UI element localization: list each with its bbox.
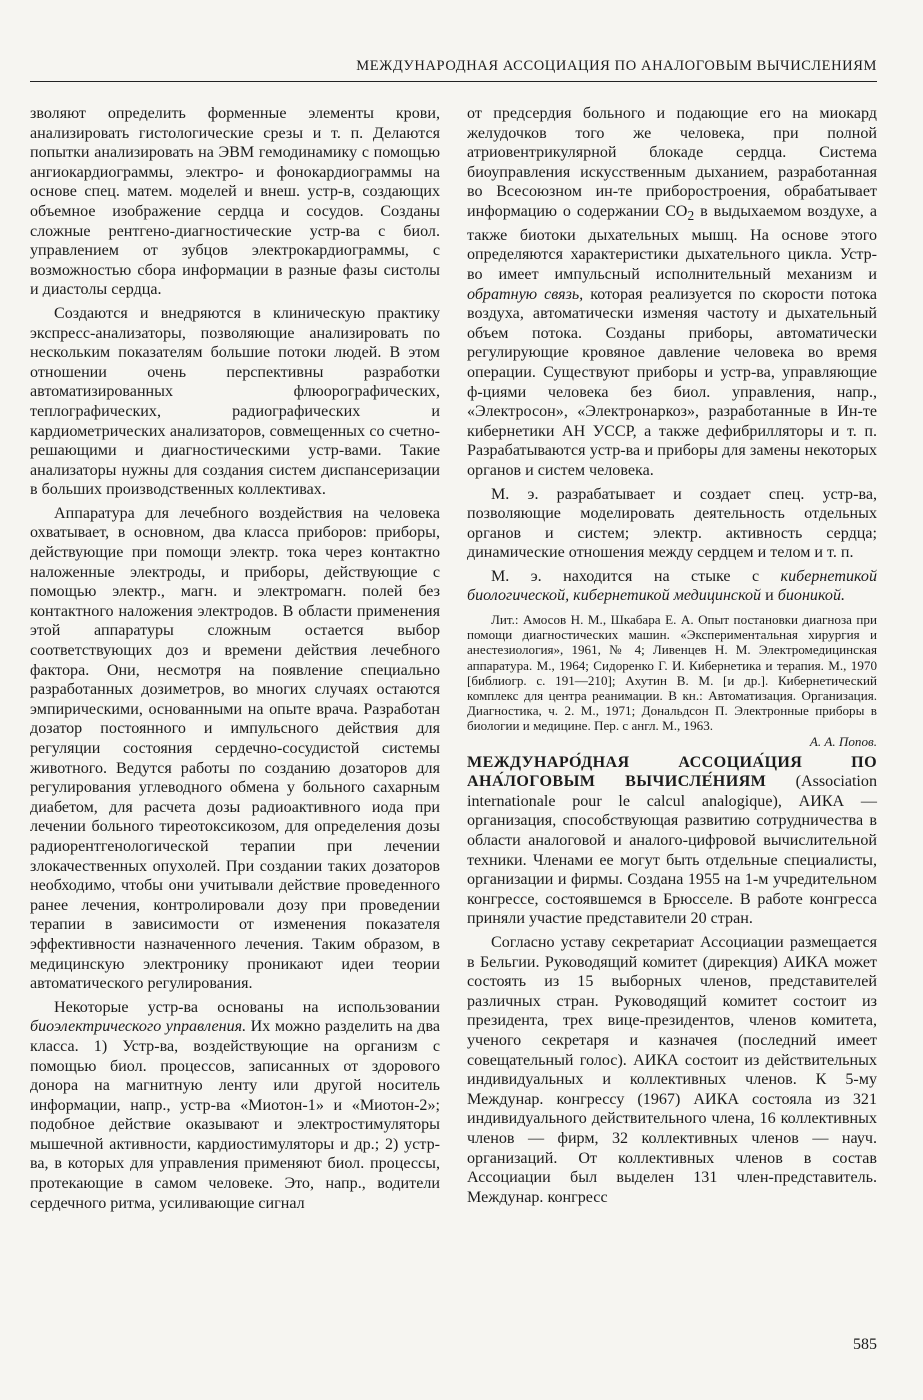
text-run: Их можно разделить на два класса. 1) Устр-ва, воздействующие на организм с помощью биол. процессов, записанных от здорового донора на магнитную ленту или другой носитель информации, напр., устр-ва «Миотон-1» и «Миотон-2»; подобное действие оказывают и электростимуляторы мышечной активности, кардиостимуляторы и др.; 2) устр-ва, в которых для управления применяют биол. процессы, протекающие в самом человеке. Это, напр., водители сердечного ритма, усиливающие сигнал <box>30 1018 440 1212</box>
paragraph <box>467 104 877 481</box>
italic-term: обратную связь, <box>467 285 584 303</box>
paragraph: Создаются и внедряются в клиническую практику экспресс-анализаторы, позволяющие анализировать по нескольким показателям большие потоки людей. В этом отношении очень перспективны разработки автоматизированных флюорографических, теплографических, радиографических и кардиометрических анализаторов, совмещенных со счетно-решающими и диагностическими устр-вами. Такие анализаторы нужны для создания систем диспансеризации в больших производственных коллективах. <box>30 304 440 499</box>
italic-term: бионикой. <box>777 587 846 605</box>
author-signature: А. А. Попов. <box>809 733 877 749</box>
running-header <box>30 58 877 82</box>
left-column <box>30 104 440 1213</box>
paragraph: Аппаратура для лечебного воздействия на человека охватывает, в основном, два класса приборов: приборы, действующие при помощи электр. тока через контактно наложенные электроды, и приборы, действующие с помощью электр., магн. и электромагн. полей без контактного наложения электродов. В области применения этой аппаратуры сложным остается выбор соответствующих доз и времени действия лечебного фактора. Они, несмотря на появление специально разработанных дозиметров, во многих случаях остаются эмпирическими, основанными на опыте врача. Разработан дозатор постоянного и импульсного действия для регуляции состояния сердечно-сосудистой системы животного. Ведутся работы по созданию дозаторов для регулирования углеводного обмена у больного сахарным диабетом, для расчета дозы радиоактивного иода при лечении больного тиреотоксикозом, для определения дозы радиорентгенологической терапии при лечении злокачественных опухолей. При создании таких дозаторов необходимо, чтобы они учитывали действие проведенного ранее лечения, контролировали дозу при проведении терапии в зависимости от изменения показателя эффективности назначенного лечения. Таким образом, в медицинскую электронику проникают идеи теории автоматического регулирования. <box>30 504 440 993</box>
subscript: 2 <box>687 208 695 224</box>
text-run: и <box>761 587 778 605</box>
text-run: в выдыхаемом воздухе, а также биотоки дыхательных мышц. На основе этого определяются характеристики дыхательного цикла. Устр-во имеет импульсный исполнительный механизм и <box>467 202 877 283</box>
text-run: которая реализуется по скорости потока воздуха, автоматически изменяя частоту и дыхательный объем потока. Созданы приборы, автоматически регулирующие кровяное давление человека во время операции. Существуют приборы и устр-ва, управляющие ф-циями человека без биол. управления, напр., «Электросон», «Электронаркоз», разработанные в Ин-те кибернетики АН УССР, а также дефибрилляторы и т. п. Разрабатываются устр-ва и приборы для замены некоторых органов и систем человека. <box>467 285 878 479</box>
references: Лит.: Амосов Н. М., Шкабара Е. А. Опыт постановки диагноза при помощи диагностических машин. «Экспериментальная хирургия и анестезиология», 1961, № 4; Ливенцев Н. М. Электромедицинская аппаратура. М., 1964; Сидоренко Г. И. Кибернетика и терапия. М., 1970 [библиогр. с. 191—210]; Ахутин В. М. [и др.]. Кибернетический комплекс для центра реанимации. В кн.: Автоматизация. Организация. Диагностика, ч. 2. М., 1971; Дональдсон П. Электронные приборы в биологии и медицине. Пер. с англ. М., 1963. <box>467 612 877 734</box>
text-run: от предсердия больного и подающие его на миокард желудочков того же человека, при полной атриовентрикулярной блокаде сердца. Система биоуправления искусственным дыханием, разработанная во Всесоюзном ин-те приборостроения, обрабатывает информацию о содержании CO <box>467 105 877 220</box>
entry-body: (Association internationale pour le calcul analogique), АИКА — организация, способствующая развитию сотрудничества в области аналоговой и аналого-цифровой вычислительной техники. Членами ее могут быть отдельные специалисты, организации и фирмы. Создана 1955 на 1-м учредительном конгрессе, состоявшемся в Брюсселе. В работе конгресса приняли участие представители 20 стран. <box>467 773 877 928</box>
paragraph: Согласно уставу секретариат Ассоциации размещается в Бельгии. Руководящий комитет (дирекция) АИКА может состоять из 15 выборных членов, представителей различных стран. Руководящий комитет состоит из президента, трех вице-президентов, членов комитета, ученого секретаря и казначея (последний имеет совещательный голос). АИКА состоит из действительных индивидуальных и коллективных членов. К 5-му Междунар. конгрессу (1967) АИКА состояла из 321 индивидуального действительного члена, 16 коллективных членов — фирм, 32 коллективных членов — науч. организаций. От коллективных членов в состав Ассоциации был выделен 131 член-представитель. Междунар. конгресс <box>467 934 877 1206</box>
encyclopedia-entry <box>467 753 877 929</box>
italic-term: кибернетикой биологической, кибернетикой медицинской <box>467 567 877 605</box>
paragraph <box>30 998 440 1214</box>
right-column <box>467 104 877 1207</box>
text-run: Некоторые устр-ва основаны на использовании <box>54 998 440 1016</box>
italic-term: биоэлектрического управления. <box>30 1018 247 1036</box>
paragraph: зволяют определить форменные элементы крови, анализировать гистологические срезы и т. п. Делаются попытки анализировать на ЭВМ гемодинамику с помощью ангиокардиограммы, электро- и фонокардиограммы на основе спец. матем. моделей и внеш. устр-в, создающих объемное изображение сердца и сосудов. Созданы сложные рентгено-диагностические устр-ва с биол. управлением от зубцов электрокардиограммы, с возможностью сбора информации в разные фазы систолы и диастолы сердца. <box>30 105 440 299</box>
paragraph: М. э. разрабатывает и создает спец. устр-ва, позволяющие моделировать деятельность отдельных органов и систем; электр. активность сердца; динамические отношения между сердцем и телом и т. п. <box>467 485 877 562</box>
text-run: М. э. находится на стыке с <box>491 567 781 585</box>
page-number: 585 <box>853 1336 877 1353</box>
paragraph <box>467 567 877 606</box>
entry-title: МЕЖДУНАРО́ДНАЯ АССОЦИА́ЦИЯ ПО АНА́ЛОГОВЫМ ВЫЧИСЛЕ́НИЯМ <box>467 753 877 791</box>
running-title: МЕЖДУНАРОДНАЯ АССОЦИАЦИЯ ПО АНАЛОГОВЫМ ВЫЧИСЛЕНИЯМ <box>356 58 877 74</box>
